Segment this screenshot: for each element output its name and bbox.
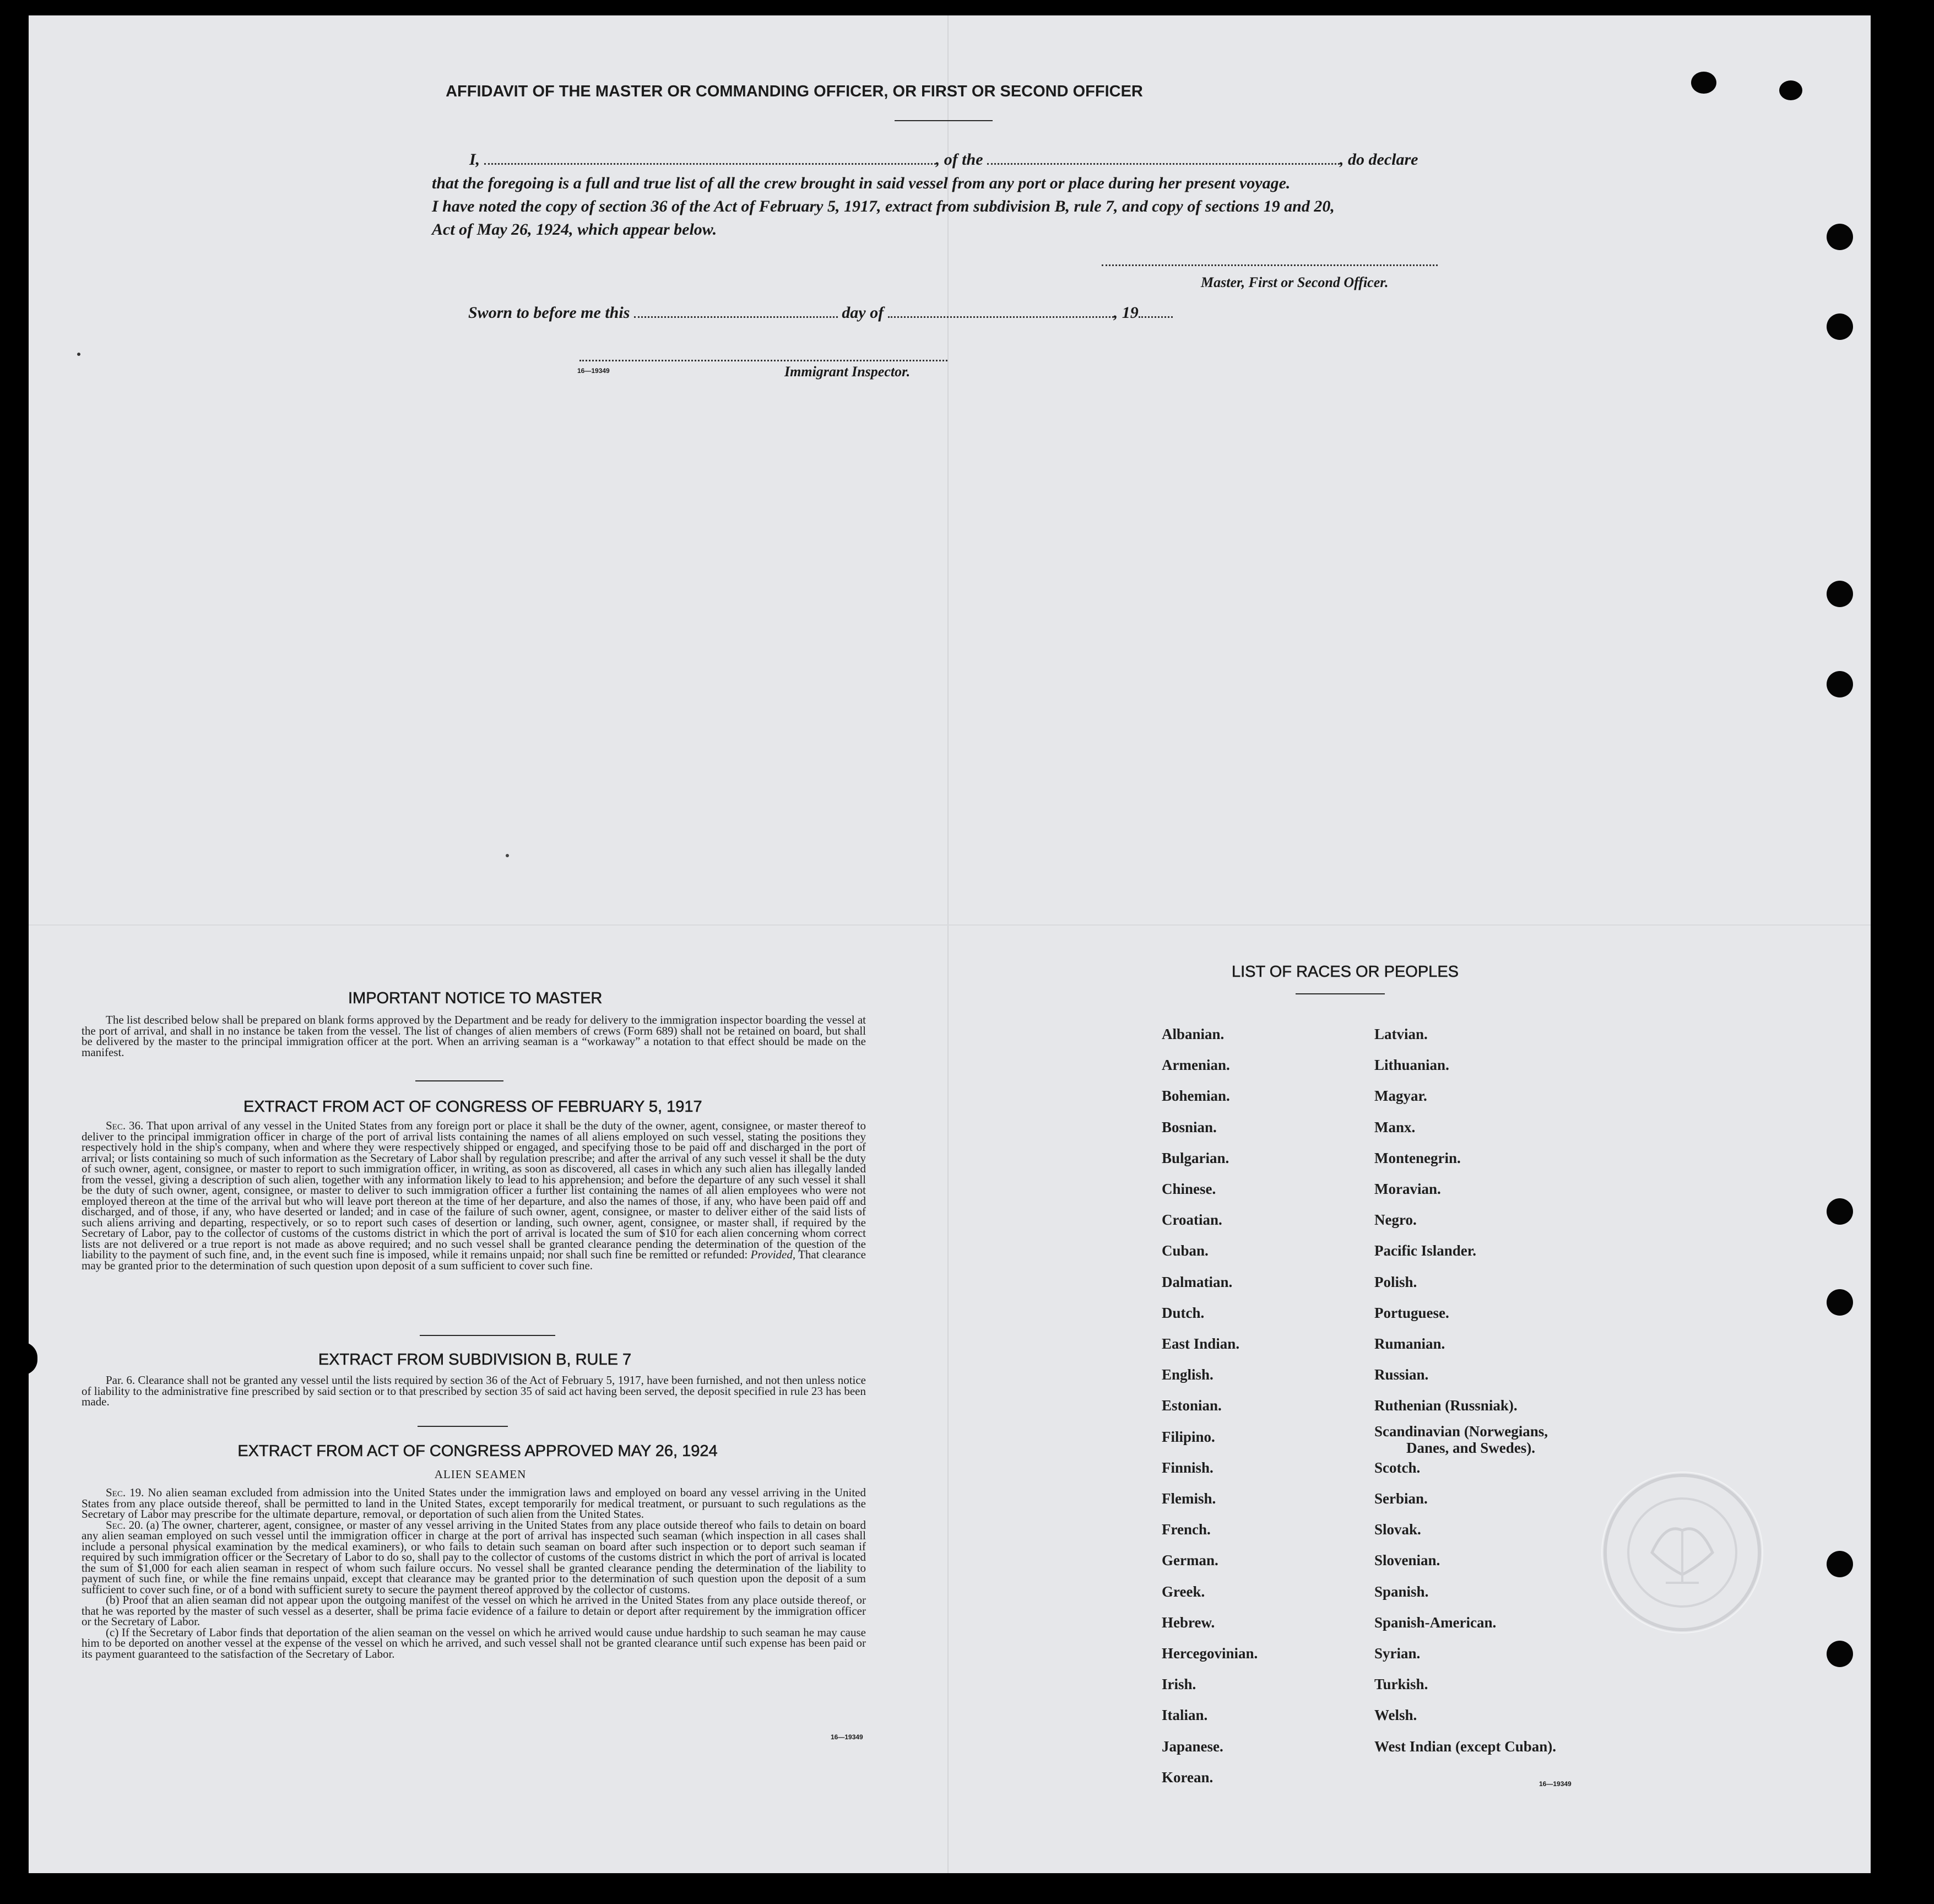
form-number-left: 16—19349 (831, 1733, 863, 1741)
form-number-right: 16—19349 (1539, 1780, 1572, 1788)
declare-label: , do declare (1340, 150, 1418, 169)
race-item: French. (1162, 1521, 1211, 1538)
provided-label: Provided, (750, 1248, 796, 1261)
affidavit-line-4: Act of May 26, 1924, which appear below. (432, 220, 717, 239)
extract-1917-rule (420, 1335, 555, 1336)
race-item: Irish. (1162, 1676, 1196, 1693)
inspector-signature-line (579, 360, 947, 361)
race-item: Portuguese. (1374, 1304, 1449, 1321)
race-item: Scotch. (1374, 1459, 1421, 1476)
notice-title: IMPORTANT NOTICE TO MASTER (348, 989, 603, 1007)
margin-mark (506, 854, 509, 857)
race-item: Dutch. (1162, 1304, 1205, 1321)
sworn-month-blank (888, 304, 1114, 318)
race-item: Syrian. (1374, 1645, 1421, 1662)
race-item: Armenian. (1162, 1057, 1230, 1074)
subdivision-b-body (82, 1375, 866, 1408)
extract-1917-body (82, 1121, 866, 1271)
sec-20a-paragraph (82, 1520, 866, 1595)
race-item: Negro. (1374, 1211, 1417, 1229)
race-item: Hercegovinian. (1162, 1645, 1258, 1662)
margin-mark (77, 353, 80, 356)
race-item: Danes, and Swedes). (1406, 1439, 1536, 1456)
fold-line-vertical (947, 15, 949, 1873)
affidavit-title: AFFIDAVIT OF THE MASTER OR COMMANDING OFFICER, OR FIRST OR SECOND OFFICER (446, 83, 1143, 100)
race-item: Spanish. (1374, 1583, 1429, 1600)
sec-20c-text: (c) If the Secretary of Labor finds that deportation of the alien seaman on the vessel on which he arrived would cause undue hardship to such seaman he may cause him to be deported on another vessel at the expense of the vessel on which he arrived, and such vessel shall not be granted clearance until such expense has been paid or its payment guaranteed to the satisfaction of the Secretary of Labor. (82, 1625, 866, 1660)
race-item: Manx. (1374, 1118, 1416, 1135)
race-item: Hebrew. (1162, 1614, 1215, 1631)
affidavit-line-2: that the foregoing is a full and true list of all the crew brought in said vessel from any port or place during her present voyage. (432, 174, 1291, 192)
race-item: Greek. (1162, 1583, 1205, 1600)
affidavit-i-label: I, (469, 150, 480, 169)
race-item: Magyar. (1374, 1088, 1427, 1105)
race-item: Albanian. (1162, 1026, 1225, 1042)
race-item: Pacific Islander. (1374, 1242, 1476, 1259)
affidavit-line-1 (469, 150, 1418, 169)
race-item: Estonian. (1162, 1397, 1222, 1414)
subdivision-b-text: Par. 6. Clearance shall not be granted any vessel until the lists required by section 36 of the Act of February 5, 1917, have been furnished, and not then unless notice of liability to the administrative fine prescribed by said section or to that prescribed by section 35 of said act having been served, the deposit specified in rule 23 has been made. (82, 1373, 866, 1408)
race-item: Flemish. (1162, 1490, 1216, 1507)
sec-19-paragraph (82, 1488, 866, 1520)
punch-hole (1827, 1641, 1853, 1667)
race-item: Bulgarian. (1162, 1149, 1229, 1166)
document-page (29, 15, 1871, 1873)
sec-36-text: That upon arrival of any vessel in the United States from any foreign port or place it shall be the duty of the owner, agent, consignee, or master thereof to deliver to the principal immigration officer in charge of the port of arrival lists containing the names of all aliens employed on such vessel, stating the positions they respectively hold in the ship's company, when and where they were respectively shipped or engaged, and specifying those to be paid off and discharged in the port of arrival; or lists containing so much of such information as the Secretary of Labor shall by regulation prescribe; and after the arrival of any such vessel it shall be the duty of such owner, agent, consignee, or master to report to such immigration officer, in writing, as soon as discovered, all cases in which any such alien has illegally landed from the vessel, giving a description of such alien, together with any information likely to lead to his apprehension; and before the departure of any such vessel it shall be the duty of such owner, agent, consignee, or master to deliver to such immigration officer a further list containing the names of all alien employees who were not employed thereon at the time of the arrival but who will leave port thereon at the time of her departure, and also the names of those, if any, who have been paid off and discharged, and of those, if any, who have deserted or landed; and in case of the failure of such owner, agent, consignee, or master to deliver either of the said lists of such aliens arriving and departing, respectively, or so to report such cases of desertion or landing, such owner, agent, consignee, or master shall, if required by the Secretary of Labor, pay to the collector of customs of the customs district in which the port of arrival is located the sum of $10 for each alien concerning whom correct lists are not delivered or a true report is not made as above required; and no such vessel shall be granted clearance pending the determination of the question of the liability to the payment of such fine, and, in the event such fine is imposed, while it remains unpaid; nor shall such fine be remitted or refunded: (82, 1119, 866, 1261)
punch-hole (1827, 224, 1853, 250)
race-item: Slovenian. (1374, 1552, 1440, 1569)
notice-rule (415, 1080, 503, 1081)
race-item: Turkish. (1374, 1676, 1428, 1693)
race-item: English. (1162, 1366, 1214, 1383)
notice-body-text: The list described below shall be prepared on blank forms approved by the Department and be ready for delivery to the immigration inspector boarding the vessel at the port of arrival, and shall in no instance be taken from the vessel. The list of changes of alien members of crews (Form 689) shall not be retained on board, but shall be delivered by the master to the principal immigration officer at the port. When an arriving seaman is a “workaway” a notation to that effect should be made on the manifest. (82, 1013, 866, 1059)
signature-line (1102, 264, 1438, 266)
race-item: Spanish-American. (1374, 1614, 1497, 1631)
race-item: East Indian. (1162, 1335, 1240, 1352)
race-item: Montenegrin. (1374, 1149, 1461, 1166)
race-item: German. (1162, 1552, 1218, 1569)
race-item: Welsh. (1374, 1707, 1417, 1724)
sec-20b-text: (b) Proof that an alien seaman did not appear upon the outgoing manifest of the vessel on which he arrived in the United States from any place outside thereof, or that he was reported by the master of such vessel as a deserter, shall be prima facie evidence of a failure to detain or deport after requirement by the immigration officer or the Secretary of Labor. (82, 1593, 866, 1628)
race-item: Finnish. (1162, 1459, 1214, 1476)
race-item: Ruthenian (Russniak). (1374, 1397, 1518, 1414)
sec-19-text: No alien seaman excluded from admission into the United States under the immigration laws and employed on board any vessel arriving in the United States from any place outside thereof, shall be permitted to land in the United States, except temporarily for medical treatment, or pursuant to such regulations as the Secretary of Labor may prescribe for the ultimate departure, removal, or deportation of such alien from the United States. (82, 1486, 866, 1521)
sec-20-label: Sec. 20. (106, 1518, 143, 1532)
notice-body (82, 1015, 866, 1058)
race-item: Croatian. (1162, 1211, 1222, 1229)
race-item: Lithuanian. (1374, 1057, 1449, 1074)
punch-hole (1827, 1551, 1853, 1577)
race-item: Scandinavian (Norwegians, (1374, 1422, 1548, 1440)
sworn-day-blank (634, 304, 838, 318)
extract-1917-title: EXTRACT FROM ACT OF CONGRESS OF FEBRUARY 5, 1917 (243, 1098, 702, 1116)
race-item: Cuban. (1162, 1242, 1209, 1259)
race-item: Bosnian. (1162, 1118, 1217, 1135)
vessel-blank (987, 151, 1340, 165)
name-blank (484, 151, 936, 165)
sec-20b-paragraph (82, 1595, 866, 1627)
punch-hole (1827, 1289, 1853, 1316)
extract-1924-body (82, 1488, 866, 1659)
subdivision-b-title: EXTRACT FROM SUBDIVISION B, RULE 7 (318, 1351, 632, 1368)
race-item: West Indian (except Cuban). (1374, 1738, 1557, 1755)
sec-20c-paragraph (82, 1627, 866, 1660)
races-title-rule (1296, 993, 1385, 994)
fold-line-horizontal (29, 924, 1871, 926)
races-title: LIST OF RACES OR PEOPLES (1231, 963, 1459, 981)
race-item: Serbian. (1374, 1490, 1428, 1507)
race-item: Japanese. (1162, 1738, 1223, 1755)
punch-hole (1827, 1198, 1853, 1225)
punch-hole (1827, 581, 1853, 607)
inspector-label: Immigrant Inspector. (784, 364, 911, 380)
race-item: Filipino. (1162, 1428, 1215, 1445)
sworn-line (468, 304, 1173, 322)
race-item: Italian. (1162, 1707, 1208, 1724)
sworn-year-blank (1139, 304, 1173, 318)
day-of-label: day of (842, 304, 884, 322)
of-the-label: , of the (935, 150, 983, 169)
sec-20a-text: (a) The owner, charterer, agent, consignee, or master of any vessel arriving in the United States from any place outside thereof who fails to detain on board any alien seaman employed on such vessel until the immigration officer in charge at the port of arrival has inspected such seaman (which inspection in all cases shall include a personal physical examination by the medical examiners), or who fails to detain such seaman on board after such inspection or to deport such seaman if required by such immigration officer or the Secretary of Labor to do so, shall pay to the collector of customs of the customs district in which the port of arrival is located the sum of $1,000 for each alien seaman in respect of whom such failure occurs. No vessel shall be granted clearance pending the determination of the liability to payment of such fine, or while the fine remains unpaid, except that clearance may be granted prior to the determination of such question upon the deposit of a sum sufficient to cover such fine, or of a bond with sufficient surety to secure the payment thereof approved by the collector of customs. (82, 1518, 866, 1596)
punch-hole (1827, 671, 1853, 697)
sec-36-label: Sec. 36. (106, 1119, 144, 1132)
sec-19-label: Sec. 19. (106, 1486, 144, 1499)
affidavit-line-3: I have noted the copy of section 36 of the Act of February 5, 1917, extract from subdivision B, rule 7, and copy of sections 19 and 20, (432, 197, 1335, 215)
race-item: Korean. (1162, 1768, 1214, 1786)
sworn-label: Sworn to before me this (468, 304, 630, 322)
race-item: Slovak. (1374, 1521, 1421, 1538)
year-label: , 19 (1113, 304, 1139, 322)
race-item: Chinese. (1162, 1181, 1216, 1197)
extract-1924-subtitle: ALIEN SEAMEN (434, 1468, 527, 1481)
affidavit-title-rule (895, 120, 993, 121)
punch-hole (1691, 72, 1716, 94)
race-item: Polish. (1374, 1273, 1417, 1290)
embossed-seal (1600, 1470, 1765, 1635)
race-item: Latvian. (1374, 1026, 1428, 1042)
punch-hole (1779, 80, 1802, 100)
extract-1924-title: EXTRACT FROM ACT OF CONGRESS APPROVED MAY 26, 1924 (237, 1442, 718, 1460)
subdivision-b-rule (418, 1426, 508, 1427)
race-item: Bohemian. (1162, 1088, 1230, 1105)
race-item: Dalmatian. (1162, 1273, 1233, 1290)
race-item: Russian. (1374, 1366, 1429, 1383)
form-number-top: 16—19349 (577, 367, 610, 375)
signature-label: Master, First or Second Officer. (1201, 274, 1389, 290)
sec-36-text-end: That clearance may be granted prior to the determination of such question upon deposit of a sum sufficient to cover such fine. (82, 1248, 866, 1272)
race-item: Moravian. (1374, 1181, 1441, 1197)
punch-hole (1827, 313, 1853, 340)
race-item: Rumanian. (1374, 1335, 1445, 1352)
